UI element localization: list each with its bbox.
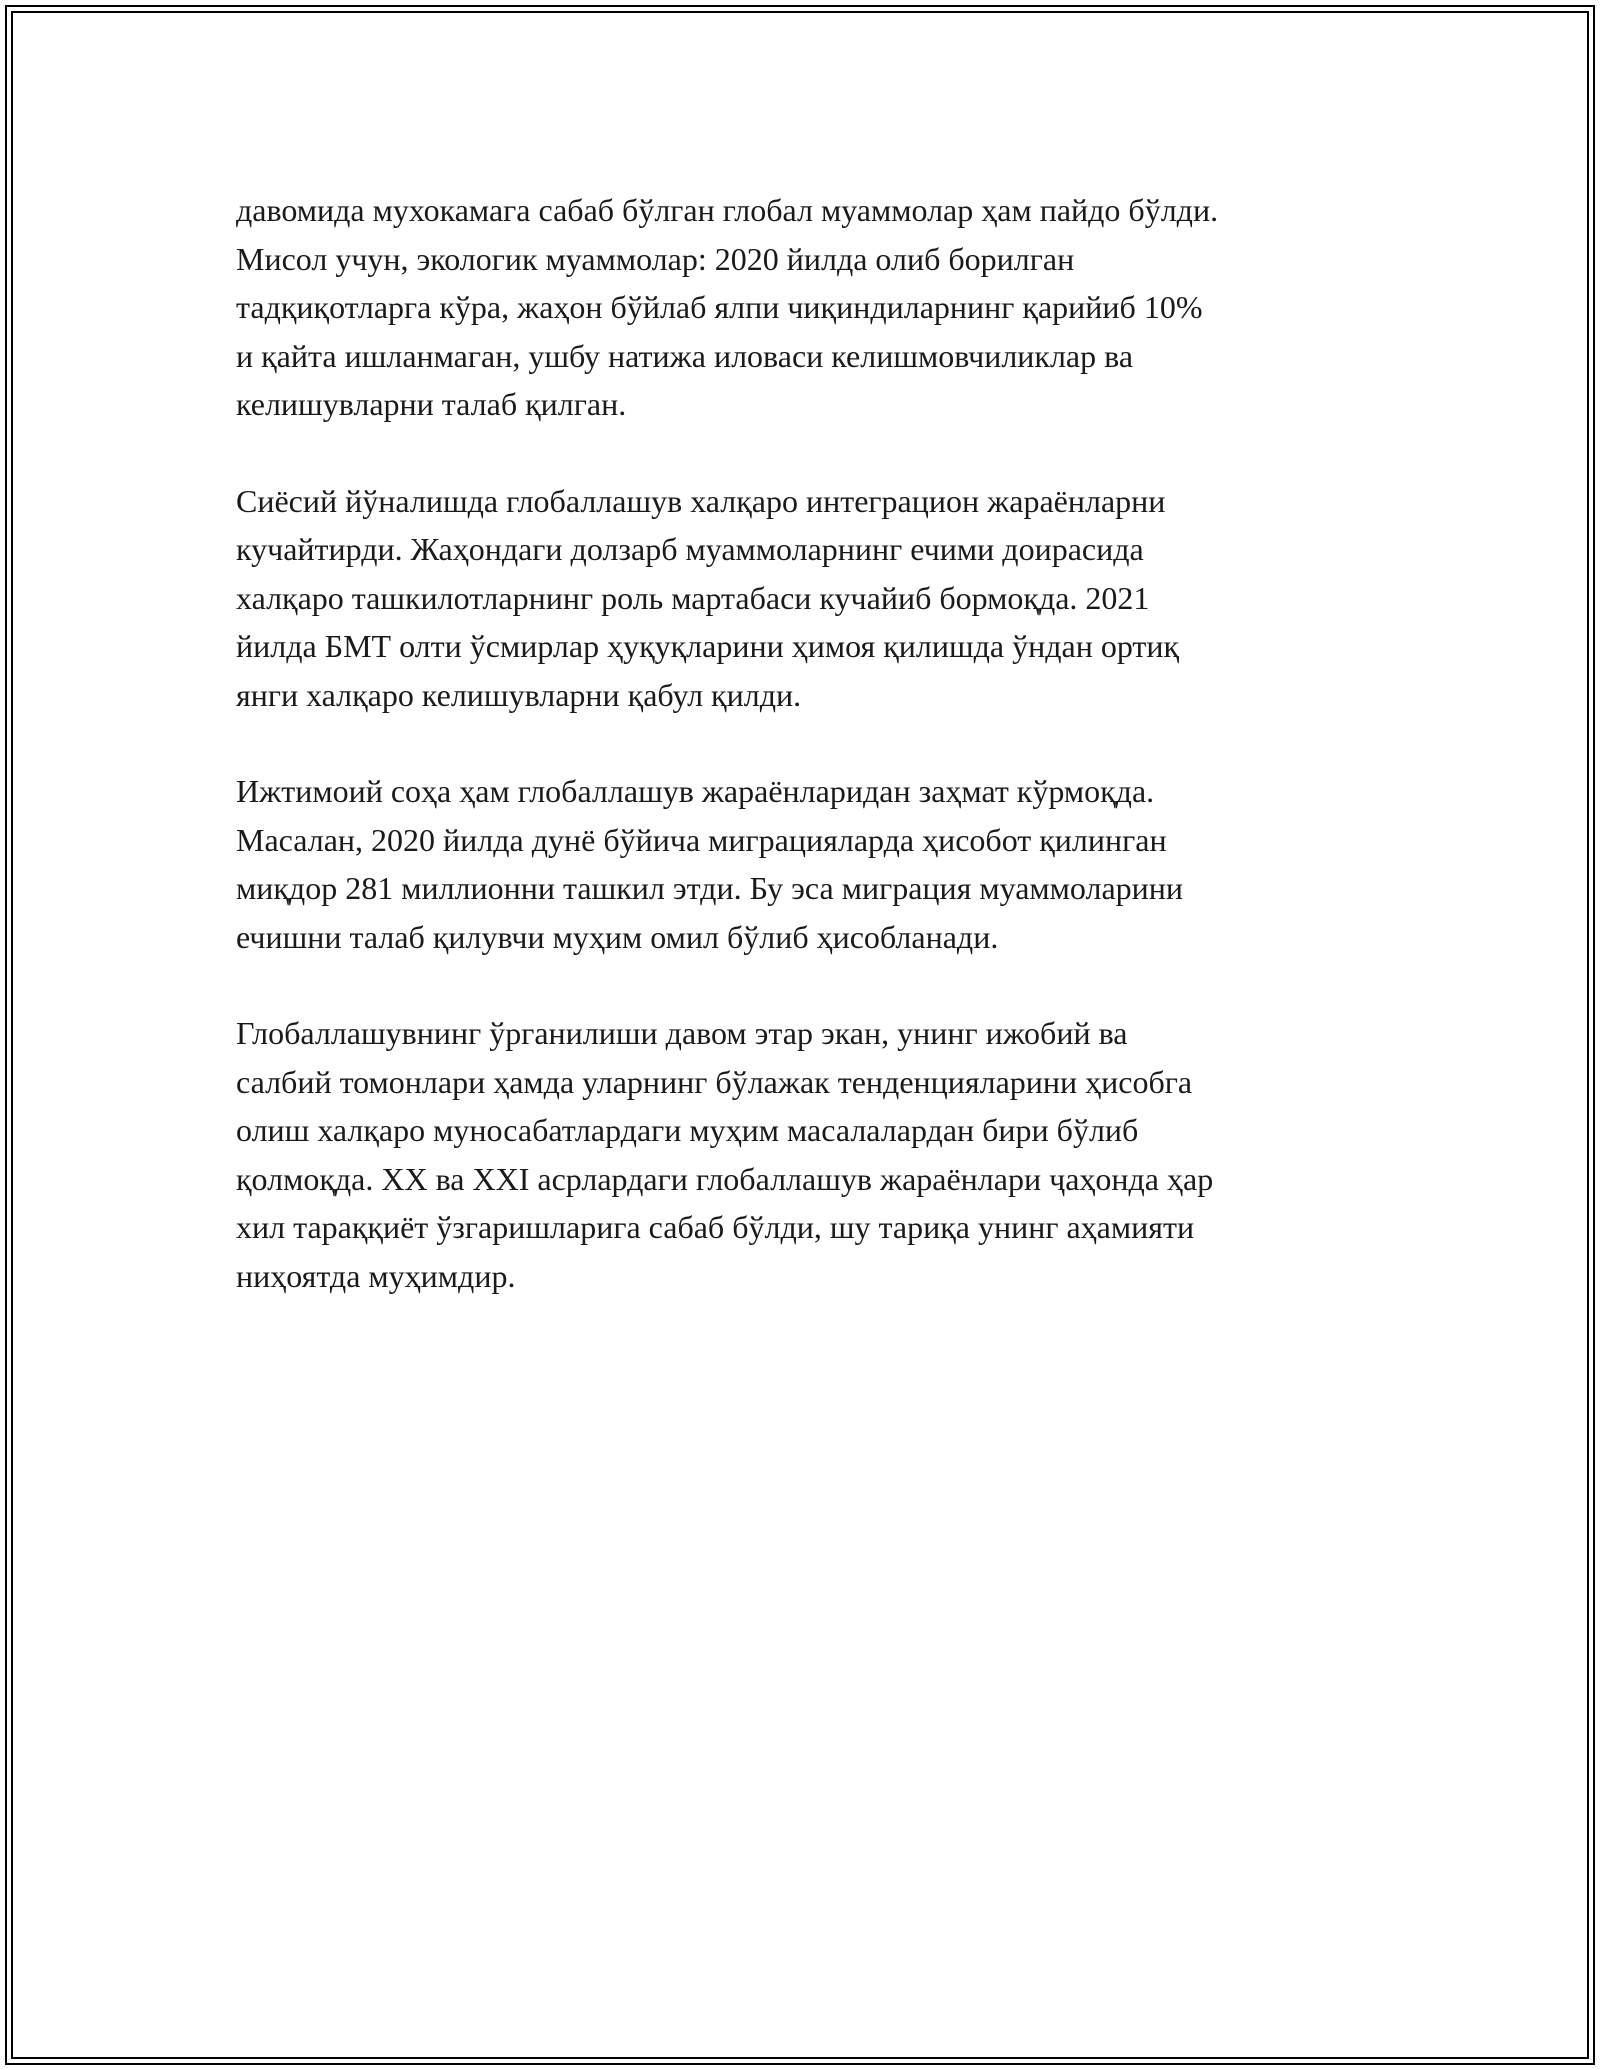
- text-line: кучайтирди. Жаҳондаги долзарб муаммоларнинг ечими доирасида: [236, 531, 1144, 567]
- paragraph-social-sphere: [236, 767, 1416, 961]
- text-line: ниҳоятда муҳимдир.: [236, 1257, 516, 1294]
- paragraph-political-direction: [236, 477, 1416, 720]
- text-line: Глобаллашувнинг ўрганилиши давом этар экан, унинг ижобий ва: [236, 1015, 1128, 1051]
- text-line: давомида мухокамага сабаб бўлган глобал муаммолар ҳам пайдо бўлди.: [236, 192, 1219, 228]
- document-body: [236, 186, 1416, 1348]
- text-line: салбий томонлари ҳамда уларнинг бўлажак тенденцияларини ҳисобга: [236, 1063, 1193, 1100]
- text-line: халқаро ташкилотларнинг роль мартабаси кучайиб бормоқда. 2021: [236, 579, 1150, 616]
- text-line: келишувларни талаб қилган.: [236, 386, 627, 422]
- paragraph-environmental-issues: [236, 186, 1416, 429]
- text-line: ечишни талаб қилувчи муҳим омил бўлиб ҳисобланади.: [236, 918, 999, 955]
- text-line: хил тараққиёт ўзгаришларига сабаб бўлди, шу тариқа унинг аҳамияти: [236, 1209, 1195, 1245]
- text-line: тадқиқотларга кўра, жаҳон бўйлаб ялпи чиқиндиларнинг қарийиб 10%: [236, 289, 1203, 325]
- text-line: қолмоқда. XX ва XXI асрлардаги глобаллашув жараёнлари ҷаҳонда ҳар: [236, 1160, 1214, 1197]
- text-line: Сиёсий йўналишда глобаллашув халқаро интеграцион жараёнларни: [236, 482, 1166, 519]
- text-line: Мисол учун, экологик муаммолар: 2020 йилда олиб борилган: [236, 240, 1075, 277]
- text-line: олиш халқаро муносабатлардаги муҳим масалалардан бири бўлиб: [236, 1112, 1139, 1148]
- paragraph-conclusion: [236, 1009, 1416, 1300]
- text-line: янги халқаро келишувларни қабул қилди.: [236, 676, 802, 713]
- text-line: йилда БМТ олти ўсмирлар ҳуқуқларини ҳимоя қилишда ўндан ортиқ: [236, 628, 1180, 664]
- text-line: Масалан, 2020 йилда дунё бўйича миграцияларда ҳисобот қилинган: [236, 821, 1167, 858]
- text-line: миқдор 281 миллионни ташкил этди. Бу эса миграция муаммоларини: [236, 870, 1184, 906]
- text-line: и қайта ишланмаган, ушбу натижа иловаси келишмовчиликлар ва: [236, 337, 1134, 374]
- text-line: Ижтимоий соҳа ҳам глобаллашув жараёнларидан заҳмат кўрмоқда.: [236, 773, 1155, 809]
